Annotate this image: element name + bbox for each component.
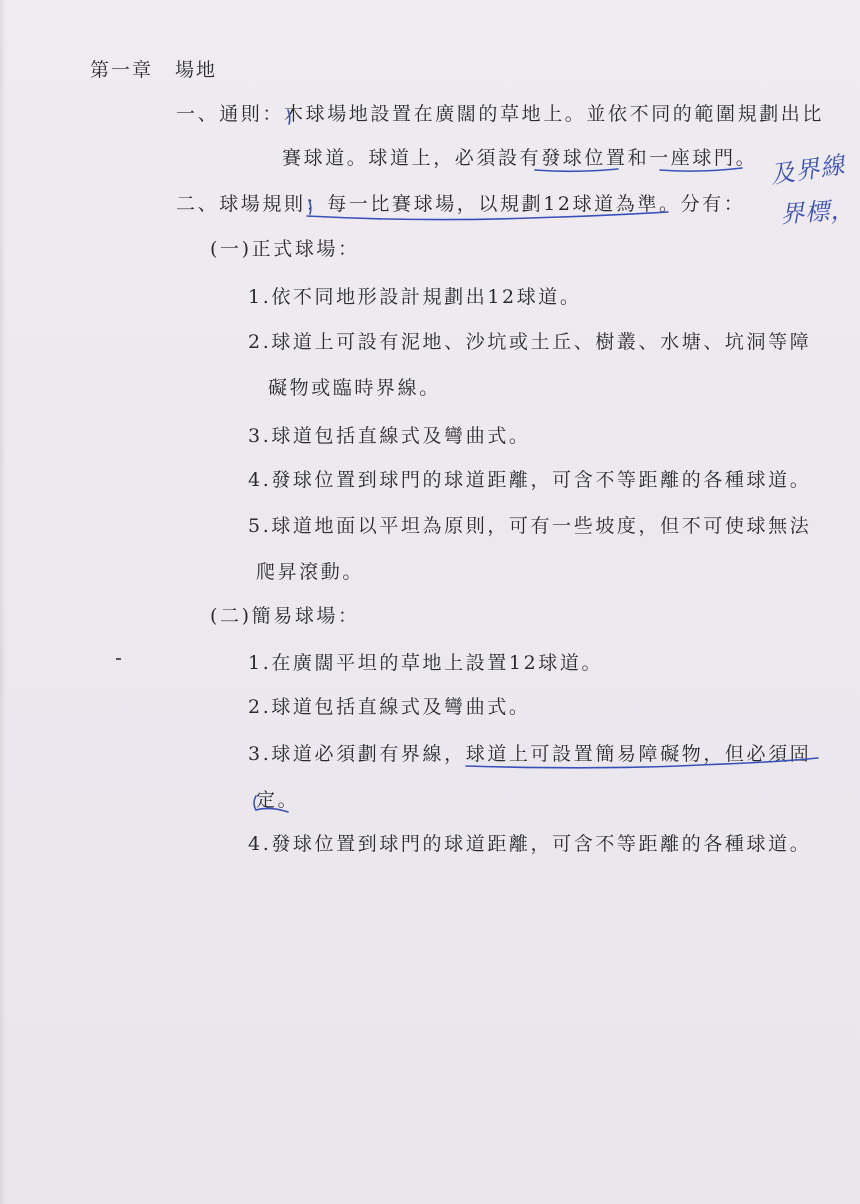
section-course-rules: 二、球場規則：每一比賽球場，以規劃12球道為準。分有： — [176, 193, 746, 215]
official-item-1: 1.依不同地形設計規劃出12球道。 — [248, 286, 582, 308]
simple-item-3: 3.球道必須劃有界線，球道上可設置簡易障礙物，但必須固 — [248, 743, 812, 765]
official-item-2: 2.球道上可設有泥地、沙坑或土丘、樹叢、水塘、坑洞等障 — [248, 331, 812, 353]
paper-speck — [116, 658, 121, 660]
section-general-rule: 一、通則：木球場地設置在廣闊的草地上。並依不同的範圍規劃出比 — [176, 103, 825, 125]
handwritten-note-1: 及界線 — [768, 150, 847, 190]
official-item-4: 4.發球位置到球門的球道距離，可含不等距離的各種球道。 — [248, 469, 812, 491]
chapter-number: 第一章 — [90, 59, 154, 81]
official-item-5-cont: 爬昇滾動。 — [256, 561, 365, 583]
official-item-3: 3.球道包括直線式及彎曲式。 — [248, 425, 531, 447]
subsection-official-course: (一)正式球場： — [210, 238, 360, 260]
section-general-rule-cont: 賽球道。球道上，必須設有發球位置和一座球門。 — [282, 147, 758, 169]
simple-item-3-cont: 定。 — [256, 789, 300, 811]
official-item-5: 5.球道地面以平坦為原則，可有一些坡度，但不可使球無法 — [248, 515, 812, 537]
handwritten-note-2: 界標， — [779, 195, 857, 229]
official-item-2-cont: 礙物或臨時界線。 — [268, 377, 441, 399]
chapter-heading — [90, 58, 217, 82]
subsection-simple-course: (二)簡易球場： — [210, 605, 360, 627]
simple-item-1: 1.在廣闊平坦的草地上設置12球道。 — [248, 652, 604, 674]
chapter-title: 場地 — [175, 59, 218, 81]
simple-item-2: 2.球道包括直線式及彎曲式。 — [248, 696, 531, 718]
simple-item-4: 4.發球位置到球門的球道距離，可含不等距離的各種球道。 — [248, 833, 812, 855]
